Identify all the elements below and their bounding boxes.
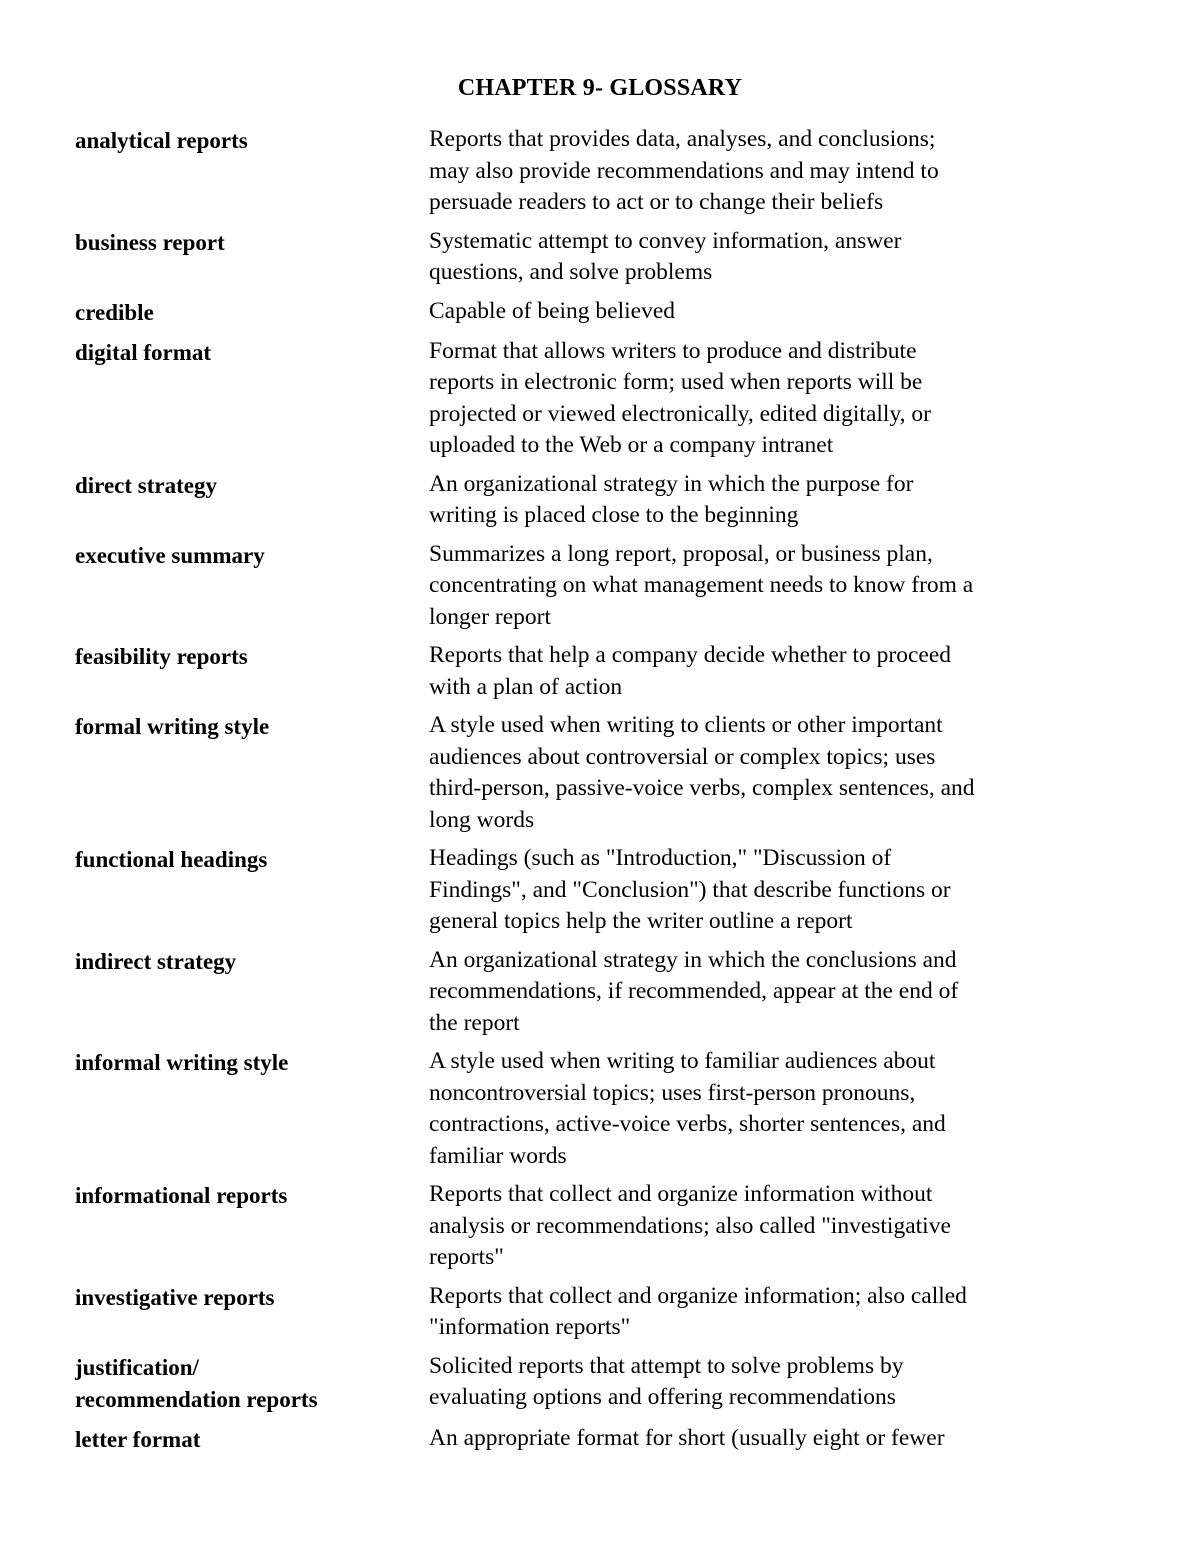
glossary-definition: Format that allows writers to produce and distribute reports in electronic form; used when reports will be projected or viewed electronically, edited digitally, or uploaded to the Web or a company intranet: [429, 337, 932, 458]
glossary-term: letter format: [75, 1426, 201, 1452]
glossary-term: direct strategy: [75, 472, 217, 498]
glossary-definition: Reports that collect and organize information; also called "information reports": [429, 1282, 967, 1340]
glossary-definition: Reports that collect and organize information without analysis or recommendations; also called "investigative reports": [429, 1181, 951, 1270]
glossary-definition: An organizational strategy in which the purpose for writing is placed close to the beginning: [429, 470, 914, 528]
glossary-definition: Headings (such as "Introduction," "Discussion of Findings", and "Conclusion") that describe functions or general topics help the writer outline a report: [429, 845, 951, 934]
glossary-definition: Solicited reports that attempt to solve problems by evaluating options and offering recommendations: [429, 1352, 904, 1410]
glossary-term: digital format: [75, 339, 212, 365]
glossary-term: business report: [75, 229, 225, 255]
glossary-definition: Reports that provides data, analyses, and conclusions; may also provide recommendations and may intend to persuade readers to act or to change their beliefs: [429, 126, 939, 215]
glossary-term: functional headings: [75, 847, 268, 872]
glossary-definition: An appropriate format for short (usually eight or fewer: [429, 1424, 945, 1451]
glossary-term: feasibility reports: [75, 644, 248, 669]
glossary-definition: Capable of being believed: [429, 297, 676, 324]
glossary-definition: An organizational strategy in which the conclusions and recommendations, if recommended, appear at the end of the report: [429, 946, 959, 1036]
glossary-entry: [75, 1046, 1085, 1172]
glossary-entry: [75, 640, 1085, 703]
glossary-entry: [75, 469, 1085, 532]
glossary-entry: [75, 1281, 1085, 1344]
glossary-entry: [75, 296, 1085, 329]
glossary-entry: [75, 336, 1085, 462]
glossary-term: executive summary: [75, 542, 265, 568]
glossary-definition: A style used when writing to clients or other important audiences about controversial or complex topics; uses third-person, passive-voice verbs, complex sentences, and long words: [429, 712, 975, 833]
glossary-entry: [75, 1179, 1085, 1274]
glossary-entry: [75, 945, 1085, 1040]
glossary-definition: Summarizes a long report, proposal, or business plan, concentrating on what management needs to know from a longer report: [429, 540, 974, 630]
glossary-term: indirect strategy: [75, 948, 237, 974]
glossary-list: [75, 124, 1085, 1456]
glossary-term: informal writing style: [75, 1050, 289, 1075]
glossary-term: formal writing style: [75, 714, 270, 739]
glossary-term: analytical reports: [75, 128, 248, 153]
glossary-term: justification/ recommendation reports: [75, 1354, 318, 1412]
glossary-term: investigative reports: [75, 1284, 275, 1310]
glossary-definition: A style used when writing to familiar audiences about noncontroversial topics; uses first-person pronouns, contractions, active-voice verbs, shorter sentences, and familiar words: [429, 1048, 946, 1169]
glossary-definition: Reports that help a company decide whether to proceed with a plan of action: [429, 642, 952, 700]
glossary-entry: [75, 1423, 1085, 1456]
glossary-term: credible: [75, 299, 154, 325]
glossary-entry: [75, 124, 1085, 219]
glossary-entry: [75, 226, 1085, 289]
glossary-entry: [75, 539, 1085, 634]
page-title: CHAPTER 9- GLOSSARY: [457, 75, 743, 101]
glossary-definition: Systematic attempt to convey information, answer questions, and solve problems: [429, 227, 902, 285]
glossary-term: informational reports: [75, 1183, 288, 1208]
glossary-entry: [75, 1351, 1085, 1416]
glossary-entry: [75, 843, 1085, 938]
glossary-entry: [75, 710, 1085, 836]
